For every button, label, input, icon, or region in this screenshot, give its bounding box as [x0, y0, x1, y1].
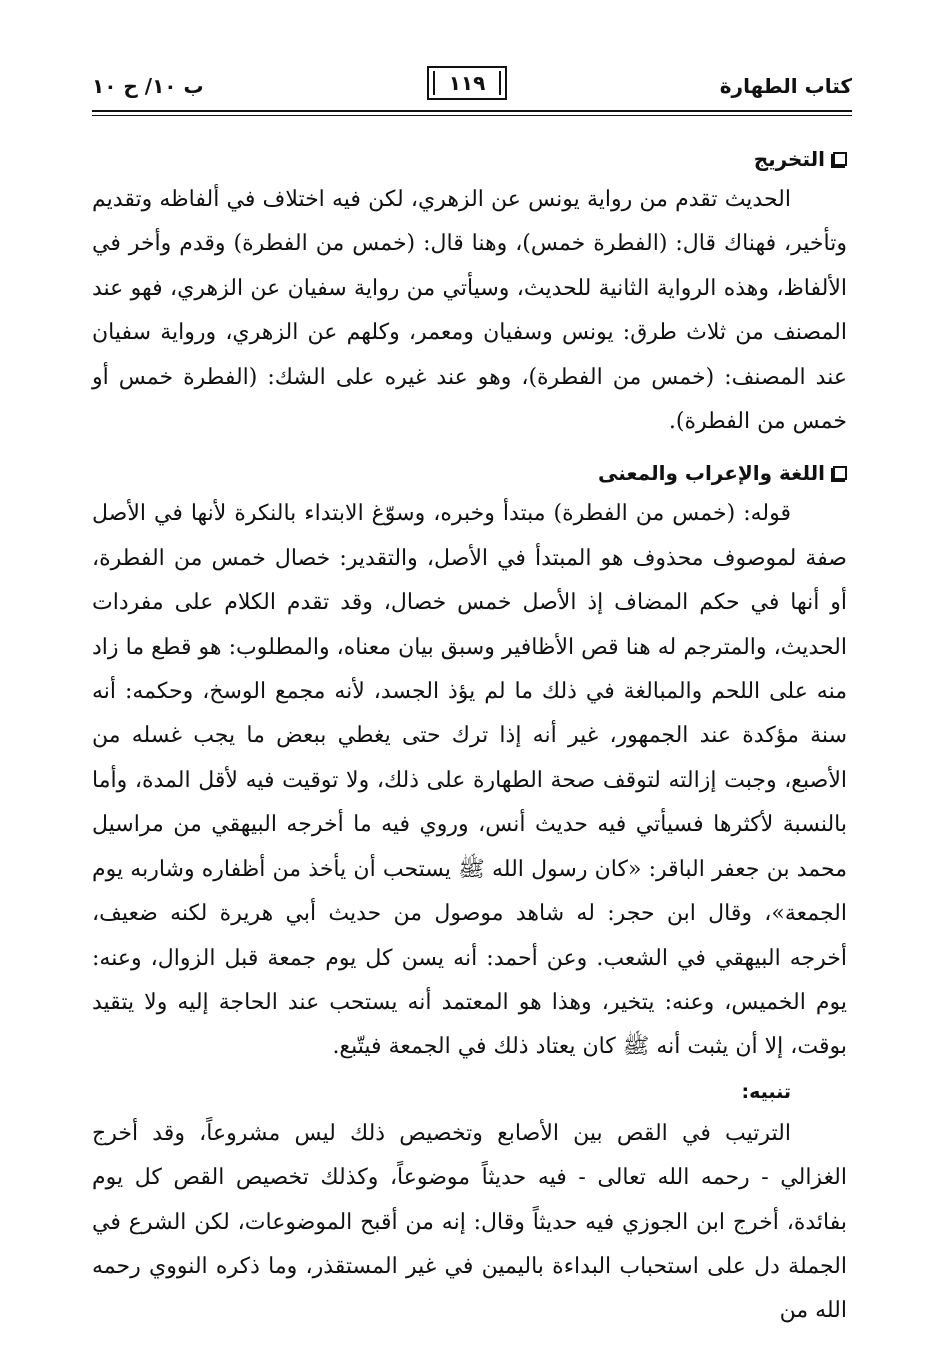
lugha-paragraph: قوله: (خمس من الفطرة) مبتدأ وخبره، وسوّغ الابتداء بالنكرة لأنها في الأصل صفة لموصوف محذوف هو المبتدأ في الأصل، والتقدير: خصال خمس من الفطرة، أو أنها في حكم المضاف إذ الأصل خمس خصال، وقد تقدم الكلام على مفردات الحديث، والمترجم له هنا قص الأظافير وسبق بيان معناه، والمطلوب: هو قطع ما زاد منه على اللحم والمبالغة في ذلك ما لم يؤذ الجسد، لأنه مجمع الوسخ، وحكمه: أنه سنة مؤكدة عند الجمهور، غير أنه إذا ترك حتى يغطي ببعض ما يجب غسله من الأصبع، وجبت إزالته لتوقف صحة الطهارة على ذلك، ولا توقيت فيه لأقل المدة، وأما بالنسبة لأكثرها فسيأتي فيه حديث أنس، وروي فيه ما أخرجه البيهقي من مراسيل محمد بن جعفر الباقر: «كان رسول الله ﷺ يستحب أن يأخذ من أظفاره وشاربه يوم الجمعة»، وقال ابن حجر: له شاهد موصول من حديث أبي هريرة لكنه ضعيف، أخرجه البيهقي في الشعب. وعن أحمد: أنه يسن كل يوم جمعة قبل الزوال، وعنه: يوم الخميس، وعنه: يتخير، وهذا هو المعتمد أنه يستحب عند الحاجة إليه ولا يتقيد بوقت، إلا أن يثبت أنه ﷺ كان يعتاد ذلك في الجمعة فيتّبع.	[92, 501, 847, 1060]
tanbih-heading: تنبيه:	[741, 1080, 791, 1103]
takhrij-paragraph: الحديث تقدم من رواية يونس عن الزهري، لكن فيه اختلاف في ألفاظه وتقديم وتأخير، فهناك قال: (الفطرة خمس)، وهنا قال: (خمس من الفطرة) وقدم وأخر في الألفاظ، وهذه الرواية الثانية للحديث، وسيأتي من رواية سفيان عن الزهري، فهو عند المصنف من ثلاث طرق: يونس وسفيان ومعمر، وكلهم عن الزهري، ورواية سفيان عند المصنف: (خمس من الفطرة)، وهو عند غيره على الشك: (الفطرة خمس أو خمس من الفطرة).	[92, 187, 847, 435]
page-body	[92, 140, 847, 1334]
square-bullet-icon	[833, 466, 847, 480]
book-title: كتاب الطهارة	[719, 74, 852, 98]
section-heading-takhrij	[92, 140, 847, 178]
header-rule-thin	[92, 115, 852, 116]
chapter-hadith-reference: ب ١٠/ ح ١٠	[92, 74, 204, 98]
header-rule	[92, 110, 852, 112]
section-heading-text: التخريج	[753, 147, 825, 171]
section-heading-text: اللغة والإعراب والمعنى	[597, 461, 825, 486]
square-bullet-icon	[833, 152, 847, 166]
page-header	[92, 62, 852, 106]
section-heading-lugha	[92, 454, 847, 492]
tanbih-paragraph: الترتيب في القص بين الأصابع وتخصيص ذلك ليس مشروعاً، وقد أخرج الغزالي - رحمه الله تعالى - فيه حديثاً موضوعاً، وكذلك تخصيص القص كل يوم بفائدة، أخرج ابن الجوزي فيه حديثاً وقال: إنه من أقبح الموضوعات، لكن الشرع في الجملة دل على استحباب البداءة باليمين في غير المستقذر، وما ذكره النووي رحمه الله من	[92, 1120, 847, 1324]
page-number: ١١٩	[448, 71, 486, 95]
page-number-frame	[427, 66, 507, 100]
